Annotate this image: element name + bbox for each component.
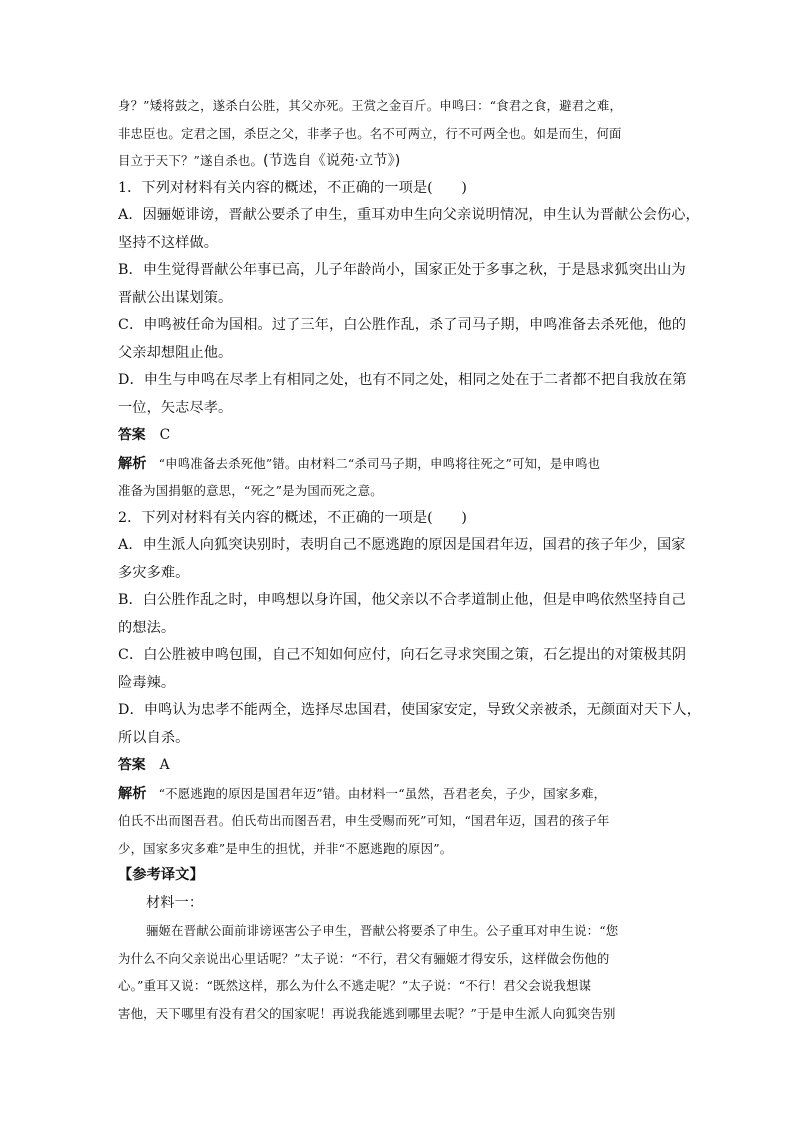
q1-option-d: D．申生与申鸣在尽孝上有相同之处，也有不同之处，相同之处在于二者都不把自我放在第: [118, 372, 687, 388]
q1-option-b: B．申生觉得晋献公年事已高，儿子年龄尚小，国家正处于多事之秋，于是恳求狐突出山为: [118, 262, 686, 278]
answer-value: C: [159, 427, 171, 443]
passage-line: 身？”矮将鼓之，遂杀白公胜，其父亦死。王赏之金百斤。申鸣曰：“食君之食，避君之难，: [118, 98, 623, 113]
q1-option-b-cont: 晋献公出谋划策。: [118, 289, 233, 306]
q2-option-a: A．申生派人向狐突诀别时，表明自己不愿逃跑的原因是国君年迈，国君的孩子年少，国家: [118, 537, 686, 553]
passage-line: 非忠臣也。定君之国，杀臣之父，非孝子也。名不可两立，行不可两全也。如是而生，何面: [118, 125, 622, 141]
q1-analysis: 解析 “申鸣准备去杀死他”错。由材料二“杀司马子期，申鸣将往死之”可知，是申鸣也: [118, 455, 601, 472]
material-label: 材料一：: [146, 894, 204, 911]
q1-option-a-cont: 坚持不这样做。: [118, 234, 219, 251]
q2-option-b-cont: 的想法。: [118, 619, 176, 636]
question-2-stem: 2．下列对材料有关内容的概述，不正确的一项是( ): [118, 509, 468, 526]
q2-analysis-cont: 伯氏不出而图吾君。伯氏苟出而图吾君，申生受赐而死”可知，“国君年迈，国君的孩子年: [118, 813, 610, 828]
translation-line: 心。”重耳又说：“既然这样，那么为什么不逃走呢？”太子说：“不行！君父会说我想谋: [118, 978, 592, 993]
q2-analysis: 解析 “不愿逃跑的原因是国君年迈”错。由材料一“虽然，吾君老矣，子少，国家多难，: [118, 785, 607, 802]
passage-line: 目立于天下？”遂自杀也。(节选自《说苑·立节》): [118, 153, 401, 169]
q1-option-a: A．因骊姬诽谤，晋献公要杀了申生，重耳劝申生向父亲说明情况，申生认为晋献公会伤心，: [118, 207, 700, 223]
translation-line: 骊姬在晋献公面前诽谤诬害公子申生，晋献公将要杀了申生。公子重耳对申生说：“您: [146, 923, 619, 938]
q1-option-d-cont: 一位，矢志尽孝。: [118, 399, 233, 416]
question-1-stem: 1．下列对材料有关内容的概述，不正确的一项是( ): [118, 179, 468, 196]
q2-analysis-cont: 少，国家多灾多难”是申生的担忧，并非“不愿逃跑的原因”。: [118, 840, 453, 856]
answer-label: 答案: [118, 427, 146, 443]
translation-line: 为什么不向父亲说出心里话呢？”太子说：“不行，君父有骊姬才得安乐，这样做会伤他的: [118, 950, 610, 966]
q2-option-c: C．白公胜被申鸣包围，自己不知如何应付，向石乞寻求突围之策，石乞提出的对策极其阴: [118, 647, 687, 663]
document-page: [118, 92, 701, 1027]
analysis-label: 解析: [118, 455, 147, 472]
translation-heading: 【参考译文】: [118, 867, 204, 883]
q2-option-a-cont: 多灾多难。: [118, 564, 190, 581]
translation-line: 害他，天下哪里有没有君父的国家呢！再说我能逃到哪里去呢？”于是申生派人向狐突告别: [118, 1005, 616, 1021]
q1-analysis-cont: 准备为国捐躯的意思，“死之”是为国而死之意。: [118, 483, 383, 498]
passage-source: (节选自《说苑·立节》): [263, 153, 401, 169]
q1-answer: [118, 422, 680, 450]
q2-answer: [118, 752, 680, 780]
q1-option-c: C．申鸣被任命为国相。过了三年，白公胜作乱，杀了司马子期，申鸣准备去杀死他，他的: [118, 317, 687, 333]
answer-value: A: [159, 757, 170, 773]
q2-option-b: B．白公胜作乱之时，申鸣想以身许国，他父亲以不合孝道制止他，但是申鸣依然坚持自己: [118, 592, 686, 608]
q2-option-d-cont: 所以自杀。: [118, 729, 190, 746]
q2-option-c-cont: 险毒辣。: [118, 674, 176, 691]
analysis-label: 解析: [118, 785, 147, 802]
answer-label: 答案: [118, 757, 146, 773]
q1-option-c-cont: 父亲却想阻止他。: [118, 344, 233, 361]
q2-option-d: D．申鸣认为忠孝不能两全，选择尽忠国君，使国家安定，导致父亲被杀，无颜面对天下人，: [118, 702, 701, 718]
